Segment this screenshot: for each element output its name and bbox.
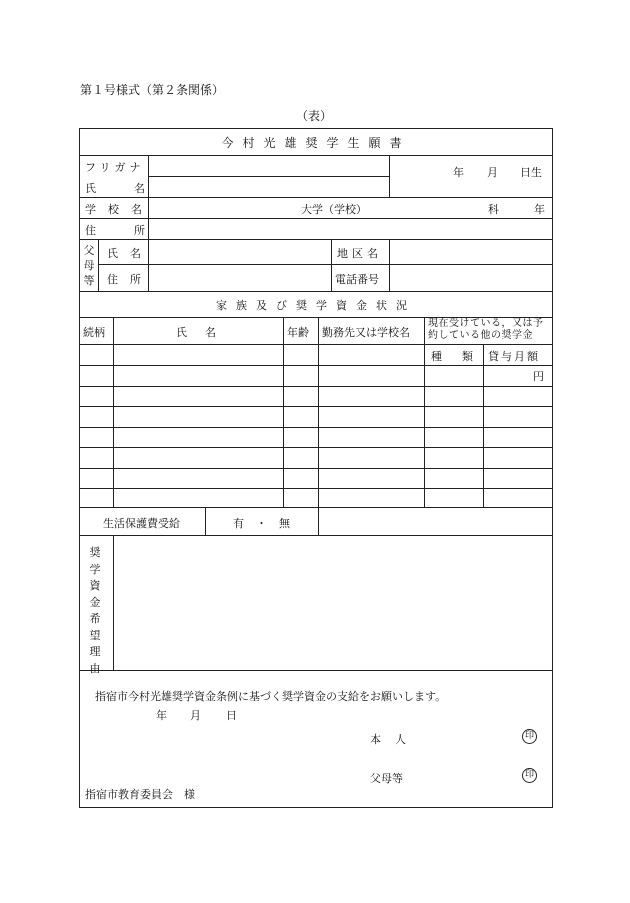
scholarship-type-header: 種類 bbox=[431, 350, 493, 363]
seal-mark: 印 bbox=[522, 768, 537, 783]
addressee: 指宿市教育委員会 様 bbox=[85, 788, 195, 801]
relation-header: 続柄 bbox=[83, 326, 105, 339]
parent-signature-label: 父母等 bbox=[370, 772, 403, 785]
reason-label: 奨学資金希望理由 bbox=[89, 546, 101, 675]
grade-label: 年 bbox=[534, 203, 545, 216]
table-row[interactable] bbox=[80, 469, 552, 488]
school-label: 学校名 bbox=[85, 203, 154, 216]
seal-mark: 印 bbox=[522, 729, 537, 744]
guardian-name-label: 氏名 bbox=[107, 247, 153, 260]
welfare-options[interactable]: 有・無 bbox=[233, 517, 302, 530]
table-row[interactable] bbox=[80, 345, 552, 365]
workplace-header: 勤務先又は学校名 bbox=[322, 326, 410, 339]
name-label: 氏名 bbox=[85, 182, 183, 195]
birth-day-label: 日生 bbox=[520, 166, 542, 179]
yen-unit: 円 bbox=[533, 370, 544, 383]
guardian-address-label: 住所 bbox=[107, 273, 153, 286]
guardian-name-field[interactable] bbox=[149, 240, 330, 263]
welfare-label: 生活保護費受給 bbox=[103, 517, 180, 530]
reason-field[interactable] bbox=[114, 536, 552, 670]
family-name-header: 氏名 bbox=[176, 326, 234, 339]
phone-label: 電話番号 bbox=[335, 273, 379, 286]
request-statement: 指宿市今村光雄奨学資金条例に基づく奨学資金の支給をお願いします。 bbox=[95, 690, 447, 703]
other-scholarship-header: 現在受けている，又は予約している他の奨学金 bbox=[428, 318, 544, 341]
phone-field[interactable] bbox=[390, 265, 552, 290]
table-row[interactable] bbox=[80, 366, 552, 386]
age-header: 年齢 bbox=[287, 326, 309, 339]
furigana-field[interactable] bbox=[149, 156, 388, 175]
table-row[interactable] bbox=[80, 489, 552, 507]
table-row[interactable] bbox=[80, 448, 552, 468]
guardian-address-field[interactable] bbox=[149, 265, 330, 290]
district-field[interactable] bbox=[390, 240, 552, 263]
form-number: 第１号様式（第２条関係） bbox=[80, 83, 225, 97]
department-label: 科 bbox=[488, 203, 499, 216]
date-year-label: 年 bbox=[156, 709, 167, 722]
form-side-label: （表） bbox=[296, 109, 333, 123]
furigana-label: フリガナ bbox=[85, 161, 145, 174]
address-field[interactable] bbox=[149, 219, 552, 238]
table-row[interactable] bbox=[80, 387, 552, 406]
table-row[interactable] bbox=[80, 407, 552, 427]
address-label: 住所 bbox=[85, 224, 183, 237]
district-label: 地区名 bbox=[337, 247, 382, 260]
university-label: 大学（学校） bbox=[301, 203, 367, 216]
table-row[interactable] bbox=[80, 428, 552, 447]
birth-month-label: 月 bbox=[487, 166, 498, 179]
guardian-label: 父母等 bbox=[83, 244, 95, 287]
family-section-title: 家族及び奨学資金状況 bbox=[216, 299, 416, 312]
monthly-amount-header: 貸与月額 bbox=[488, 350, 540, 363]
date-month-label: 月 bbox=[190, 709, 201, 722]
name-field[interactable] bbox=[149, 177, 388, 196]
date-day-label: 日 bbox=[226, 709, 237, 722]
birth-year-label: 年 bbox=[453, 166, 464, 179]
form-title: 今村光雄奨学生願書 bbox=[221, 136, 411, 150]
self-signature-label: 本人 bbox=[370, 733, 420, 746]
